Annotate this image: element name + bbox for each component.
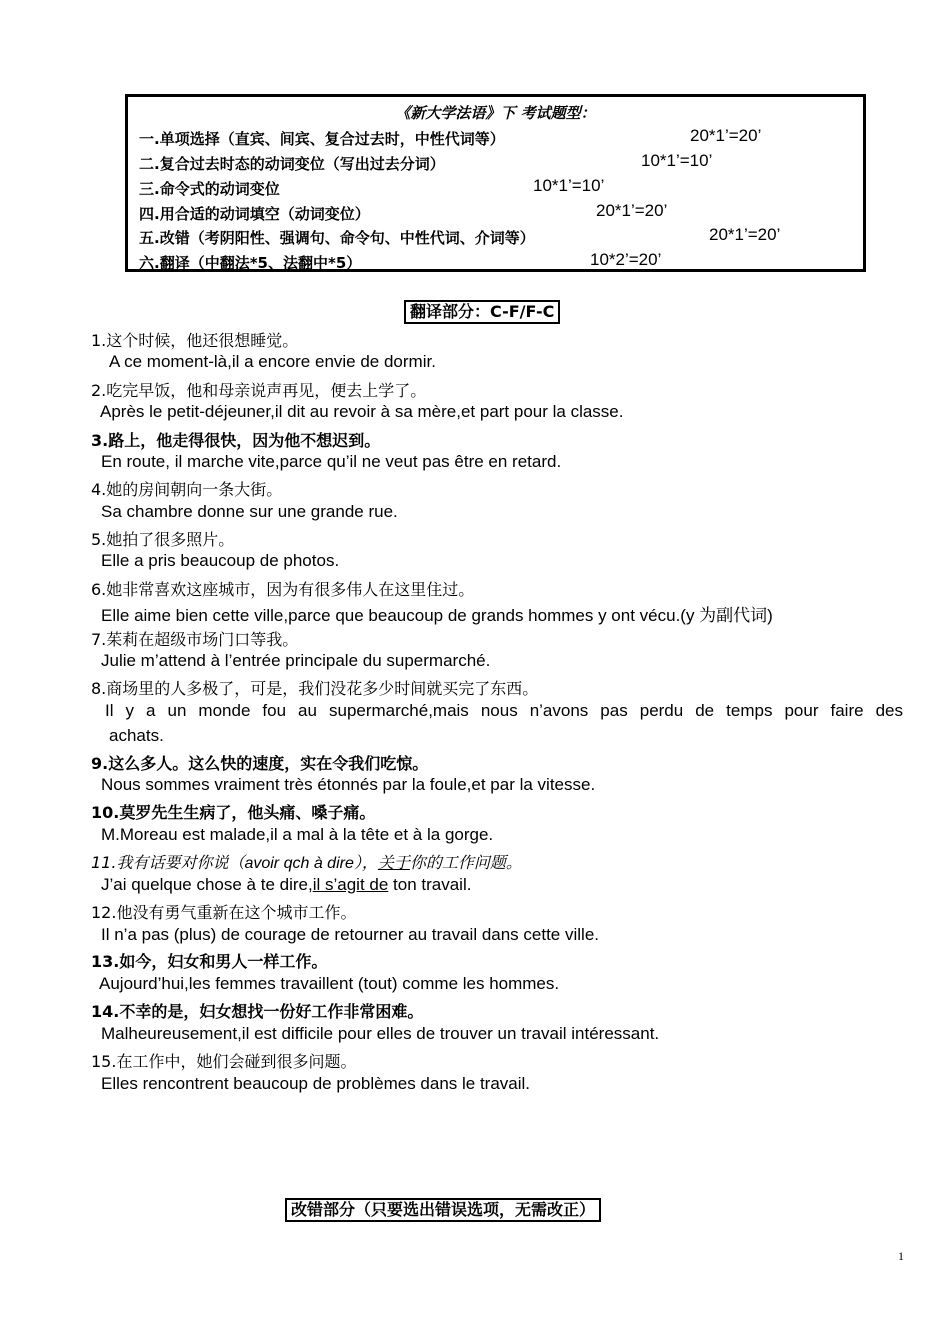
chinese-sentence: 12.他没有勇气重新在这个城市工作。 — [91, 903, 357, 922]
french-translation: Il y a un monde fou au supermarché,mais nous n’avons pas perdu de temps pour faire des — [105, 701, 903, 720]
exam-type-score: 20*1’=20’ — [709, 225, 781, 244]
french-translation: Sa chambre donne sur une grande rue. — [101, 502, 398, 521]
chinese-sentence: 7.茱莉在超级市场门口等我。 — [91, 630, 299, 649]
chinese-sentence-part: 11.我有话要对你说（ — [91, 853, 245, 872]
exam-type-label: 六.翻译（中翻法*5、法翻中*5） — [139, 254, 362, 272]
french-translation: En route, il marche vite,parce qu’il ne veut pas être en retard. — [101, 452, 562, 471]
exam-type-score: 10*1’=10’ — [533, 176, 605, 195]
chinese-sentence: 3.路上，他走得很快，因为他不想迟到。 — [91, 431, 381, 450]
french-translation: Elle aime bien cette ville,parce que beaucoup de grands hommes y ont vécu.(y 为副代词) — [101, 606, 773, 625]
french-translation-part: J’ai quelque chose à te dire, — [101, 875, 313, 894]
chinese-sentence: 10.莫罗先生生病了，他头痛、嗓子痛。 — [91, 803, 376, 822]
chinese-sentence: 6.她非常喜欢这座城市，因为有很多伟人在这里住过。 — [91, 580, 475, 599]
exam-type-label: 二.复合过去时态的动词变位（写出过去分词） — [139, 155, 445, 173]
french-translation: Elles rencontrent beaucoup de problèmes dans le travail. — [101, 1074, 531, 1093]
french-translation-continued: achats. — [109, 726, 164, 745]
exam-type-score: 10*1’=10’ — [641, 151, 713, 170]
chinese-sentence: 4.她的房间朝向一条大街。 — [91, 480, 283, 499]
underlined-keyword: 关于 — [377, 853, 410, 872]
exam-type-label: 一.单项选择（直宾、间宾、复合过去时，中性代词等） — [139, 130, 505, 148]
chinese-sentence-part: 你的工作问题。 — [409, 853, 522, 872]
chinese-sentence: 13.如今，妇女和男人一样工作。 — [91, 952, 328, 971]
chinese-sentence: 9.这么多人。这么快的速度，实在令我们吃惊。 — [91, 754, 429, 773]
exam-type-score: 20*1’=20’ — [596, 201, 668, 220]
french-translation-part: ton travail. — [388, 875, 472, 894]
french-translation: Aujourd’hui,les femmes travaillent (tout) comme les hommes. — [99, 974, 560, 993]
french-translation: Nous sommes vraiment très étonnés par la foule,et par la vitesse. — [101, 775, 596, 794]
translation-section-heading: 翻译部分：C-F/F-C — [404, 300, 560, 324]
exam-type-score: 20*1’=20’ — [690, 126, 762, 145]
french-translation: Julie m’attend à l’entrée principale du supermarché. — [101, 651, 491, 670]
exam-types-title: 《新大学法语》下 考试题型： — [395, 104, 596, 122]
french-translation — [101, 875, 471, 895]
chinese-sentence: 2.吃完早饭，他和母亲说声再见，便去上学了。 — [91, 381, 427, 400]
french-translation: Elle a pris beaucoup de photos. — [101, 551, 340, 570]
correction-section-heading: 改错部分（只要选出错误选项，无需改正） — [285, 1198, 601, 1222]
french-translation: Après le petit-déjeuner,il dit au revoir à sa mère,et part pour la classe. — [100, 402, 624, 421]
underlined-phrase: il s’agit de — [312, 875, 389, 894]
exam-type-label: 三.命令式的动词变位 — [139, 180, 280, 198]
exam-type-label: 四.用合适的动词填空（动词变位） — [139, 205, 370, 223]
exam-type-label: 五.改错（考阴阳性、强调句、命令句、中性代词、介词等） — [139, 229, 535, 247]
page-number: 1 — [898, 1249, 904, 1263]
chinese-sentence-part: ）， — [353, 853, 378, 872]
exam-type-score: 10*2’=20’ — [590, 250, 662, 269]
french-translation: M.Moreau est malade,il a mal à la tête et à la gorge. — [101, 825, 494, 844]
chinese-sentence — [91, 850, 522, 873]
french-translation: A ce moment-là,il a encore envie de dormir. — [109, 352, 436, 371]
french-translation: Il n’a pas (plus) de courage de retourner au travail dans cette ville. — [101, 925, 599, 944]
chinese-sentence: 1.这个时候，他还很想睡觉。 — [91, 331, 299, 350]
french-translation: Malheureusement,il est difficile pour elles de trouver un travail intéressant. — [101, 1024, 660, 1043]
chinese-sentence: 8.商场里的人多极了，可是，我们没花多少时间就买完了东西。 — [91, 679, 539, 698]
chinese-sentence: 15.在工作中，她们会碰到很多问题。 — [91, 1052, 357, 1071]
chinese-sentence-phrase: avoir qch à dire — [244, 855, 354, 872]
chinese-sentence: 5.她拍了很多照片。 — [91, 530, 235, 549]
chinese-sentence: 14.不幸的是，妇女想找一份好工作非常困难。 — [91, 1002, 424, 1021]
exam-types-box — [125, 94, 866, 272]
